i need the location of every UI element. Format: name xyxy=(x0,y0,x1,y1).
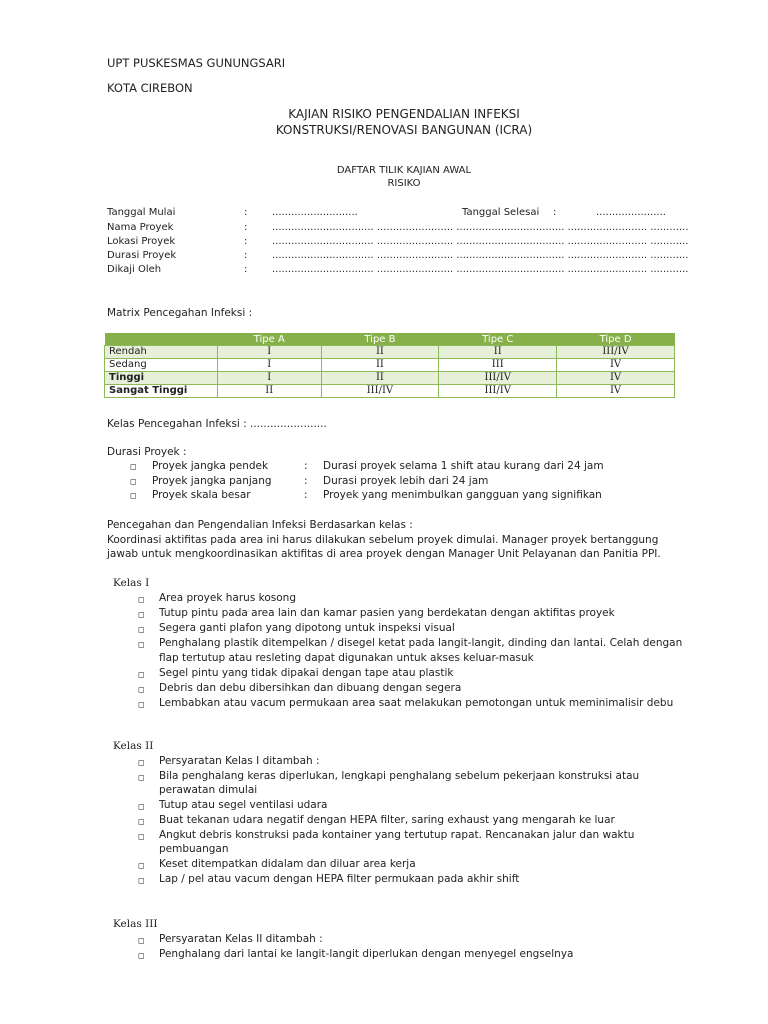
list-item: Segel pintu yang tidak dipakai dengan tape atau plastik xyxy=(159,667,454,679)
tanggal-selesai-dots: ...................... xyxy=(596,207,666,218)
bullet-box-icon: ◻ xyxy=(138,595,145,604)
org-city: KOTA CIREBON xyxy=(107,81,193,95)
bullet-box-icon: ◻ xyxy=(138,936,145,945)
durasi-title: Durasi Proyek : xyxy=(107,446,187,458)
bullet-box-icon: ◻ xyxy=(138,700,145,709)
nama-proyek-dots: ................................ ........................ .................................. ......................... ............ xyxy=(272,222,689,233)
matrix-cell: III xyxy=(439,359,557,372)
bullet-box-icon: ◻ xyxy=(138,861,145,870)
bullet-box-icon: ◻ xyxy=(138,802,145,811)
matrix-cell: II xyxy=(439,346,557,359)
matrix-cell: I xyxy=(218,372,322,385)
colon: : xyxy=(244,207,248,218)
bullet-box-icon: ◻ xyxy=(138,610,145,619)
form-row-tanggal xyxy=(107,207,687,221)
colon: : xyxy=(244,222,248,233)
list-item: Area proyek harus kosong xyxy=(159,592,296,604)
colon: : xyxy=(244,236,248,247)
bullet-box-icon: ◻ xyxy=(130,491,137,500)
durasi-item-label: Proyek jangka panjang xyxy=(152,475,272,487)
matrix-header-cell xyxy=(105,333,218,346)
list-item: Tutup atau segel ventilasi udara xyxy=(159,799,328,811)
kelas-2-title: Kelas II xyxy=(113,740,154,752)
dikaji-oleh-label: Dikaji Oleh xyxy=(107,264,162,275)
matrix-cell: Tinggi xyxy=(105,372,218,385)
bullet-box-icon: ◻ xyxy=(138,832,145,841)
matrix-cell: II xyxy=(218,385,322,398)
pencegahan-para-2: jawab untuk mengkoordinasikan aktifitas di area proyek dengan Manager Unit Pelayanan dan Panitia PPI. xyxy=(107,548,661,560)
matrix-cell: I xyxy=(218,346,322,359)
list-item: Angkut debris konstruksi pada kontainer yang tertutup rapat. Rencanakan jalur dan waktu xyxy=(159,829,635,841)
matrix-cell: III/IV xyxy=(439,372,557,385)
bullet-box-icon: ◻ xyxy=(130,477,137,486)
colon: : xyxy=(244,264,248,275)
list-item-continuation: perawatan dimulai xyxy=(159,784,258,796)
durasi-item-desc: Proyek yang menimbulkan gangguan yang signifikan xyxy=(323,489,602,501)
list-item: Keset ditempatkan didalam dan diluar area kerja xyxy=(159,858,416,870)
list-item: Persyaratan Kelas I ditambah : xyxy=(159,755,320,767)
matrix-header-cell: Tipe B xyxy=(321,333,439,346)
bullet-box-icon: ◻ xyxy=(130,462,137,471)
list-item: Segera ganti plafon yang dipotong untuk inspeksi visual xyxy=(159,622,455,634)
tanggal-selesai-label: Tanggal Selesai xyxy=(462,207,540,218)
matrix-cell: III/IV xyxy=(439,385,557,398)
matrix-header-cell: Tipe A xyxy=(218,333,322,346)
durasi-item-label: Proyek skala besar xyxy=(152,489,251,501)
bullet-box-icon: ◻ xyxy=(138,640,145,649)
matrix-cell: Rendah xyxy=(105,346,218,359)
list-item: Tutup pintu pada area lain dan kamar pasien yang berdekatan dengan aktifitas proyek xyxy=(159,607,615,619)
list-item-continuation: flap tertutup atau resleting dapat digunakan untuk akses keluar-masuk xyxy=(159,652,534,664)
table-row xyxy=(105,346,675,359)
matrix-cell: Sangat Tinggi xyxy=(105,385,218,398)
kelas-pencegahan-line: Kelas Pencegahan Infeksi : ....................... xyxy=(107,418,327,430)
list-item: Penghalang dari lantai ke langit-langit diperlukan dengan menyegel engselnya xyxy=(159,948,574,960)
list-item: Buat tekanan udara negatif dengan HEPA filter, saring exhaust yang mengarah ke luar xyxy=(159,814,615,826)
matrix-cell: IV xyxy=(557,385,675,398)
kelas-3-title: Kelas III xyxy=(113,918,158,930)
matrix-cell: I xyxy=(218,359,322,372)
doc-title-1: KAJIAN RISIKO PENGENDALIAN INFEKSI xyxy=(288,107,520,121)
matrix-cell: IV xyxy=(557,372,675,385)
durasi-proyek-dots: ................................ ........................ .................................. ......................... ............ xyxy=(272,250,689,261)
matrix-cell: II xyxy=(321,372,439,385)
doc-title-2: KONSTRUKSI/RENOVASI BANGUNAN (ICRA) xyxy=(275,123,533,137)
lokasi-proyek-dots: ................................ ........................ .................................. ......................... ............ xyxy=(272,236,689,247)
table-row xyxy=(105,372,675,385)
pencegahan-para-1: Koordinasi aktifitas pada area ini harus dilakukan sebelum proyek dimulai. Manager proyek bertanggung xyxy=(107,534,659,546)
matrix-cell: II xyxy=(321,346,439,359)
nama-proyek-label: Nama Proyek xyxy=(107,222,174,233)
durasi-item-desc: Durasi proyek lebih dari 24 jam xyxy=(323,475,489,487)
form-row-nama xyxy=(107,222,687,236)
bullet-box-icon: ◻ xyxy=(138,758,145,767)
bullet-box-icon: ◻ xyxy=(138,625,145,634)
matrix-header-row xyxy=(105,333,675,346)
matrix-header-cell: Tipe D xyxy=(557,333,675,346)
durasi-proyek-label: Durasi Proyek xyxy=(107,250,177,261)
list-item: Penghalang plastik ditempelkan / disegel ketat pada langit-langit, dinding dan lantai. Celah dengan xyxy=(159,637,683,649)
matrix-cell: IV xyxy=(557,359,675,372)
table-row xyxy=(105,385,675,398)
list-item: Debris dan debu dibersihkan dan dibuang dengan segera xyxy=(159,682,462,694)
matrix-title: Matrix Pencegahan Infeksi : xyxy=(107,307,253,319)
kelas-1-title: Kelas I xyxy=(113,577,150,589)
list-item-continuation: pembuangan xyxy=(159,843,229,855)
bullet-box-icon: ◻ xyxy=(138,817,145,826)
tanggal-mulai-dots: ........................... xyxy=(272,207,358,218)
bullet-box-icon: ◻ xyxy=(138,670,145,679)
list-item: Lap / pel atau vacum dengan HEPA filter permukaan pada akhir shift xyxy=(159,873,520,885)
matrix-table xyxy=(104,333,675,398)
colon: : xyxy=(304,489,308,501)
lokasi-proyek-label: Lokasi Proyek xyxy=(107,236,176,247)
tanggal-mulai-label: Tanggal Mulai xyxy=(107,207,176,218)
form-row-dikaji xyxy=(107,264,687,278)
colon: : xyxy=(553,207,557,218)
list-item: Lembabkan atau vacum permukaan area saat melakukan pemotongan untuk meminimalisir debu xyxy=(159,697,674,709)
pencegahan-title: Pencegahan dan Pengendalian Infeksi Berdasarkan kelas : xyxy=(107,519,413,531)
doc-subtitle-2: RISIKO xyxy=(387,178,421,189)
bullet-box-icon: ◻ xyxy=(138,685,145,694)
colon: : xyxy=(304,460,308,472)
form-row-lokasi xyxy=(107,236,687,250)
dikaji-oleh-dots: ................................ ........................ .................................. ......................... ............ xyxy=(272,264,689,275)
form-row-durasi xyxy=(107,250,687,264)
matrix-cell: III/IV xyxy=(557,346,675,359)
durasi-item-desc: Durasi proyek selama 1 shift atau kurang dari 24 jam xyxy=(323,460,604,472)
bullet-box-icon: ◻ xyxy=(138,773,145,782)
durasi-item-label: Proyek jangka pendek xyxy=(152,460,269,472)
matrix-cell: III/IV xyxy=(321,385,439,398)
matrix-header-cell: Tipe C xyxy=(439,333,557,346)
list-item: Persyaratan Kelas II ditambah : xyxy=(159,933,323,945)
matrix-cell: II xyxy=(321,359,439,372)
colon: : xyxy=(304,475,308,487)
bullet-box-icon: ◻ xyxy=(138,951,145,960)
list-item: Bila penghalang keras diperlukan, lengkapi penghalang sebelum pekerjaan konstruksi atau xyxy=(159,770,640,782)
colon: : xyxy=(244,250,248,261)
doc-subtitle-1: DAFTAR TILIK KAJIAN AWAL xyxy=(336,165,472,176)
org-name: UPT PUSKESMAS GUNUNGSARI xyxy=(107,56,286,70)
matrix-cell: Sedang xyxy=(105,359,218,372)
bullet-box-icon: ◻ xyxy=(138,876,145,885)
table-row xyxy=(105,359,675,372)
